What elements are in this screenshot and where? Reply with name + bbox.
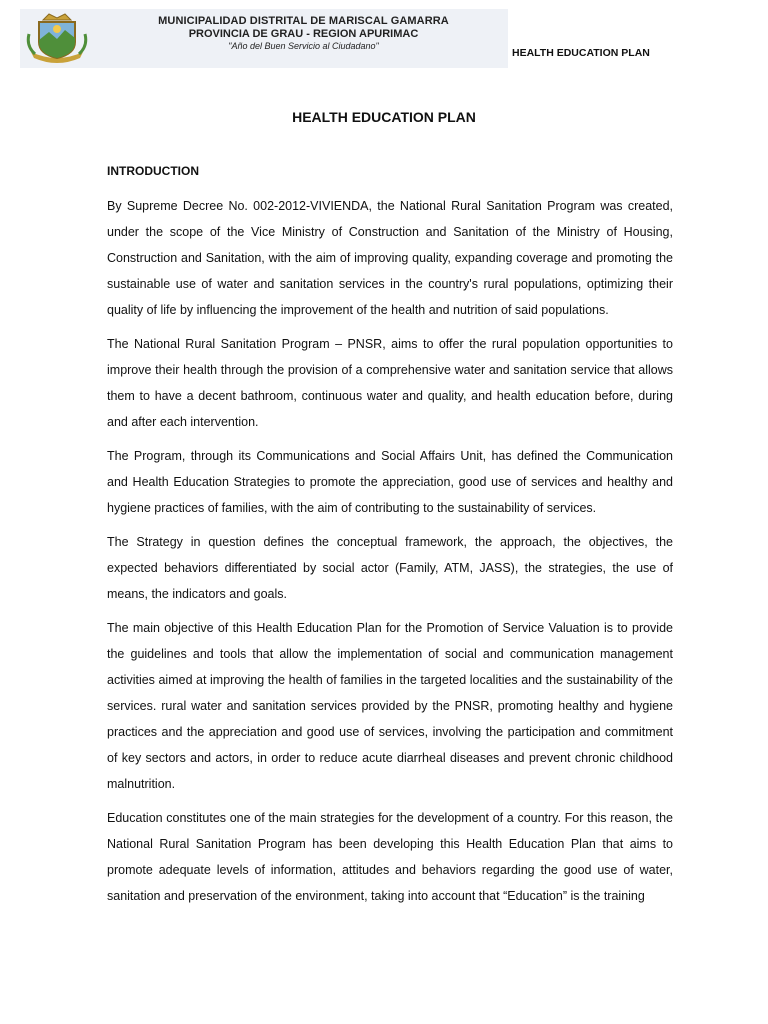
paragraph: By Supreme Decree No. 002-2012-VIVIENDA, the National Rural Sanitation Program was created, under the scope of the Vice Ministry of Construction and Sanitation of the Ministry of Housing, Construction and Sanitation, with the aim of improving quality, expanding coverage and promoting the sustainable use of water and sanitation services in the country's rural populations, optimizing their quality of life by influencing the improvement of the health and nutrition of said populations. — [107, 199, 673, 317]
province-name: PROVINCIA DE GRAU - REGION APURIMAC — [188, 28, 419, 40]
org-name: MUNICIPALIDAD DISTRITAL DE MARISCAL GAMARRA — [158, 15, 449, 27]
paragraph: The Program, through its Communications and Social Affairs Unit, has defined the Communication and Health Education Strategies to promote the appreciation, good use of services and healthy and hygiene practices of families, with the aim of contributing to the sustainability of services. — [107, 449, 673, 515]
document-body — [107, 193, 673, 908]
page-title: HEALTH EDUCATION PLAN — [292, 109, 476, 125]
paragraph: The main objective of this Health Education Plan for the Promotion of Service Valuation is to provide the guidelines and tools that allow the implementation of social and communication management activities aimed at improving the health of families in the targeted localities and the sustainability of the services. rural water and sanitation services provided by the PNSR, promoting healthy and hygiene practices and the appreciation and good use of services, involving the participation and commitment of key sectors and actors, in order to reduce acute diarrheal diseases and prevent chronic childhood malnutrition. — [107, 621, 673, 791]
letterhead — [20, 9, 508, 68]
paragraph: The National Rural Sanitation Program – PNSR, aims to offer the rural population opportunities to improve their health through the provision of a comprehensive water and sanitation service that allows them to have a decent bathroom, continuous water and quality, and health education before, during and after each intervention. — [107, 337, 673, 429]
header-doc-label: HEALTH EDUCATION PLAN — [512, 47, 650, 59]
org-motto: "Año del Buen Servicio al Ciudadano" — [228, 41, 379, 51]
paragraph: Education constitutes one of the main strategies for the development of a country. For this reason, the National Rural Sanitation Program has been developing this Health Education Plan that aims to promote adequate levels of information, attitudes and behaviors regarding the good use of water, sanitation and preservation of the environment, taking into account that “Education” is the training — [107, 811, 673, 903]
municipal-crest-icon — [25, 12, 89, 66]
paragraph: The Strategy in question defines the conceptual framework, the approach, the objectives, the expected behaviors differentiated by social actor (Family, ATM, JASS), the strategies, the use of means, the indicators and goals. — [107, 535, 673, 601]
section-heading-introduction: INTRODUCTION — [107, 164, 199, 178]
